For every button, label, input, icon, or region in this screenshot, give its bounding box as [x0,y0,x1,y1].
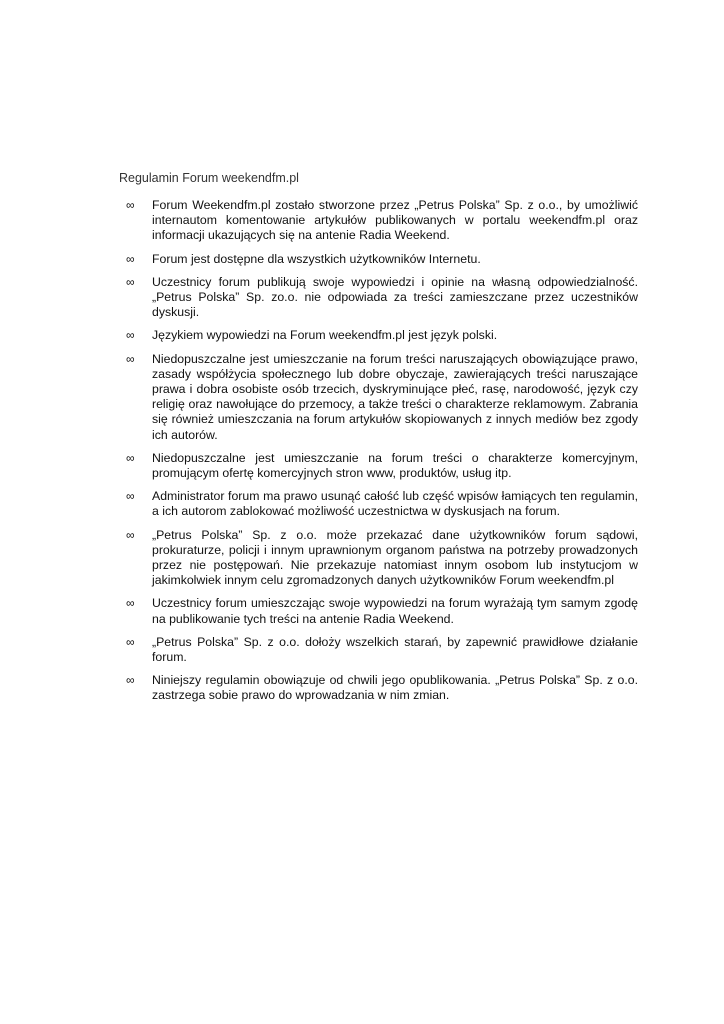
infinity-icon: ∞ [126,328,135,343]
infinity-icon: ∞ [126,634,135,649]
list-item [122,198,638,244]
rule-text: Niedopuszczalne jest umieszczanie na forum treści o charakterze komercyjnym, promującym ofertę komercyjnych stron www, produktów, usług itp. [152,450,638,481]
rule-text: „Petrus Polska” Sp. z o.o. może przekazać dane użytkowników forum sądowi, prokuraturze, policji i innym uprawnionym organom państwa na potrzeby prowadzonych przez nie postępowań. Nie przekazuje natomiast innym osobom lub instytucjom w jakimkolwiek innym celu zgromadzonych danych użytkowników Forum weekendfm.pl [152,527,638,588]
document-title: Regulamin Forum weekendfm.pl [119,171,299,185]
rule-text: Forum jest dostępne dla wszystkich użytkowników Internetu. [152,251,481,266]
infinity-icon: ∞ [126,673,135,688]
rule-text: Niedopuszczalne jest umieszczanie na forum treści naruszających obowiązujące prawo, zasady współżycia społecznego lub dobre obyczaje, zawierających treści naruszające prawa i dobra osobiste osób trzecich, dyskryminujące płeć, rasę, narodowość, język czy religię oraz nawołujące do przemocy, a także treści o charakterze reklamowym. Zabrania się również umieszczania na forum artykułów skopiowanych z innych mediów bez zgody ich autorów. [152,351,638,442]
rule-text: Niniejszy regulamin obowiązuje od chwili jego opublikowania. „Petrus Polska” Sp. z o.o. zastrzega sobie prawo do wprowadzania w nim zmian. [152,673,638,703]
rule-text: Administrator forum ma prawo usunąć całość lub część wpisów łamiących ten regulamin, a ich autorom zablokować możliwość uczestnictwa w dyskusjach na forum. [152,489,638,519]
infinity-icon: ∞ [126,596,135,611]
list-item [122,275,638,321]
infinity-icon: ∞ [126,251,135,266]
infinity-icon: ∞ [126,489,135,504]
rule-text: Językiem wypowiedzi na Forum weekendfm.pl jest język polski. [152,328,498,343]
list-item [122,673,638,703]
rule-text: Forum Weekendfm.pl zostało stworzone przez „Petrus Polska” Sp. z o.o., by umożliwić internautom komentowanie artykułów publikowanych w portalu weekendfm.pl oraz informacji ukazujących się na antenie Radia Weekend. [152,198,638,243]
infinity-icon: ∞ [126,198,135,212]
rule-text: „Petrus Polska” Sp. z o.o. dołoży wszelkich starań, by zapewnić prawidłowe działanie forum. [152,634,638,665]
infinity-icon: ∞ [126,351,135,366]
infinity-icon: ∞ [126,527,135,542]
rule-text: Uczestnicy forum publikują swoje wypowiedzi i opinie na własną odpowiedzialność. „Petrus Polska” Sp. zo.o. nie odpowiada za treści zamieszczane przez uczestników dyskusji. [152,274,638,320]
rule-text: Uczestnicy forum umieszczając swoje wypowiedzi na forum wyrażają tym samym zgodę na publikowanie tych treści na antenie Radia Weekend. [152,596,638,626]
infinity-icon: ∞ [126,274,135,289]
infinity-icon: ∞ [126,450,135,465]
list-item [122,596,638,626]
list-item [122,328,638,343]
rules-list [122,198,638,712]
list-item [122,635,638,665]
list-item [122,528,638,589]
list-item [122,451,638,481]
list-item [122,352,638,443]
list-item [122,252,638,267]
list-item [122,489,638,519]
